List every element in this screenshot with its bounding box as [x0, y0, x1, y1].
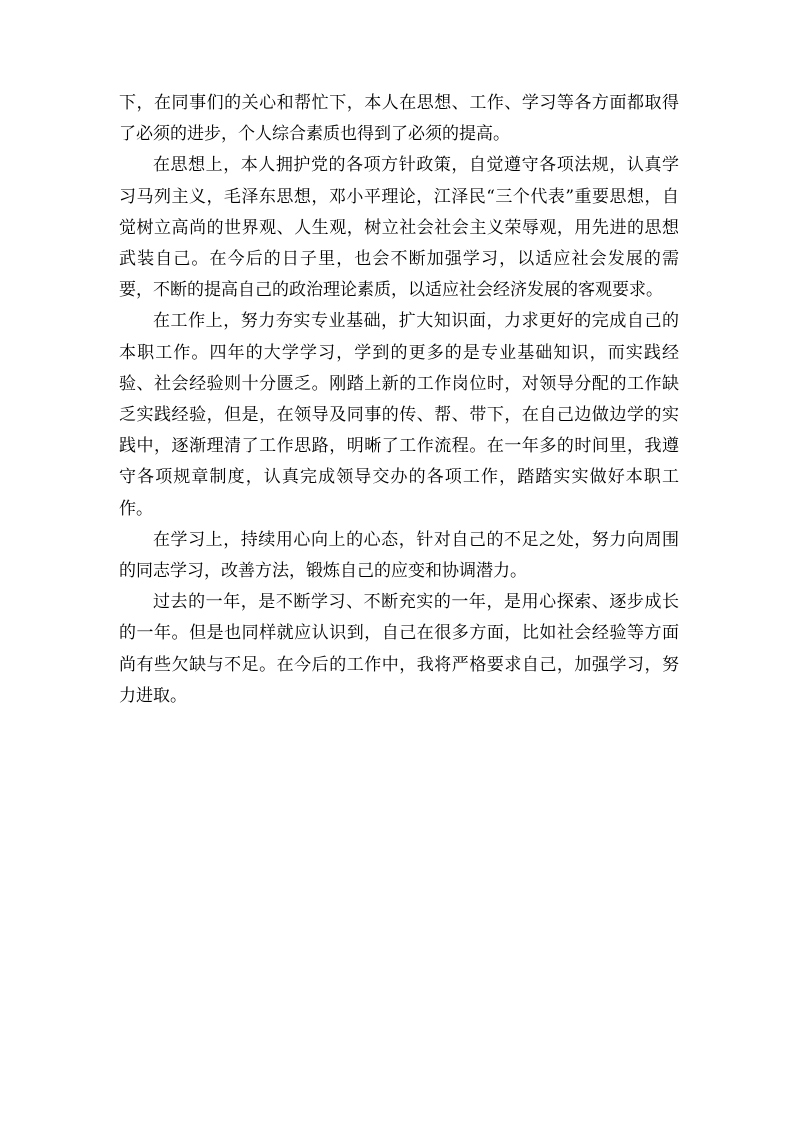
continuation-paragraph: 下，在同事们的关心和帮忙下，本人在思想、工作、学习等各方面都取得了必须的进步，个人综合素质也得到了必须的提高。: [119, 93, 679, 145]
summary-paragraph: 过去的一年，是不断学习、不断充实的一年，是用心探索、逐步成长的一年。但是也同样就应认识到，自己在很多方面，比如社会经验等方面尚有些欠缺与不足。在今后的工作中，我将严格要求自己，加强学习，努力进取。: [119, 592, 679, 706]
work-paragraph: 在工作上，努力夯实专业基础，扩大知识面，力求更好的完成自己的本职工作。四年的大学学习，学到的更多的是专业基础知识，而实践经验、社会经验则十分匮乏。刚踏上新的工作岗位时，对领导分配的工作缺乏实践经验，但是，在领导及同事的传、帮、带下，在自己边做边学的实践中，逐渐理清了工作思路，明晰了工作流程。在一年多的时间里，我遵守各项规章制度，认真完成领导交办的各项工作，踏踏实实做好本职工作。: [119, 311, 679, 519]
study-paragraph: 在学习上，持续用心向上的心态，针对自己的不足之处，努力向周围的同志学习，改善方法，锻炼自己的应变和协调潜力。: [119, 529, 679, 582]
document-body: [119, 88, 679, 712]
ideology-paragraph: 在思想上，本人拥护党的各项方针政策，自觉遵守各项法规，认真学习马列主义，毛泽东思想，邓小平理论，江泽民“三个代表”重要思想，自觉树立高尚的世界观、人生观，树立社会社会主义荣辱观，用先进的思想武装自己。在今后的日子里，也会不断加强学习，以适应社会发展的需要，不断的提高自己的政治理论素质，以适应社会经济发展的客观要求。: [119, 155, 679, 301]
